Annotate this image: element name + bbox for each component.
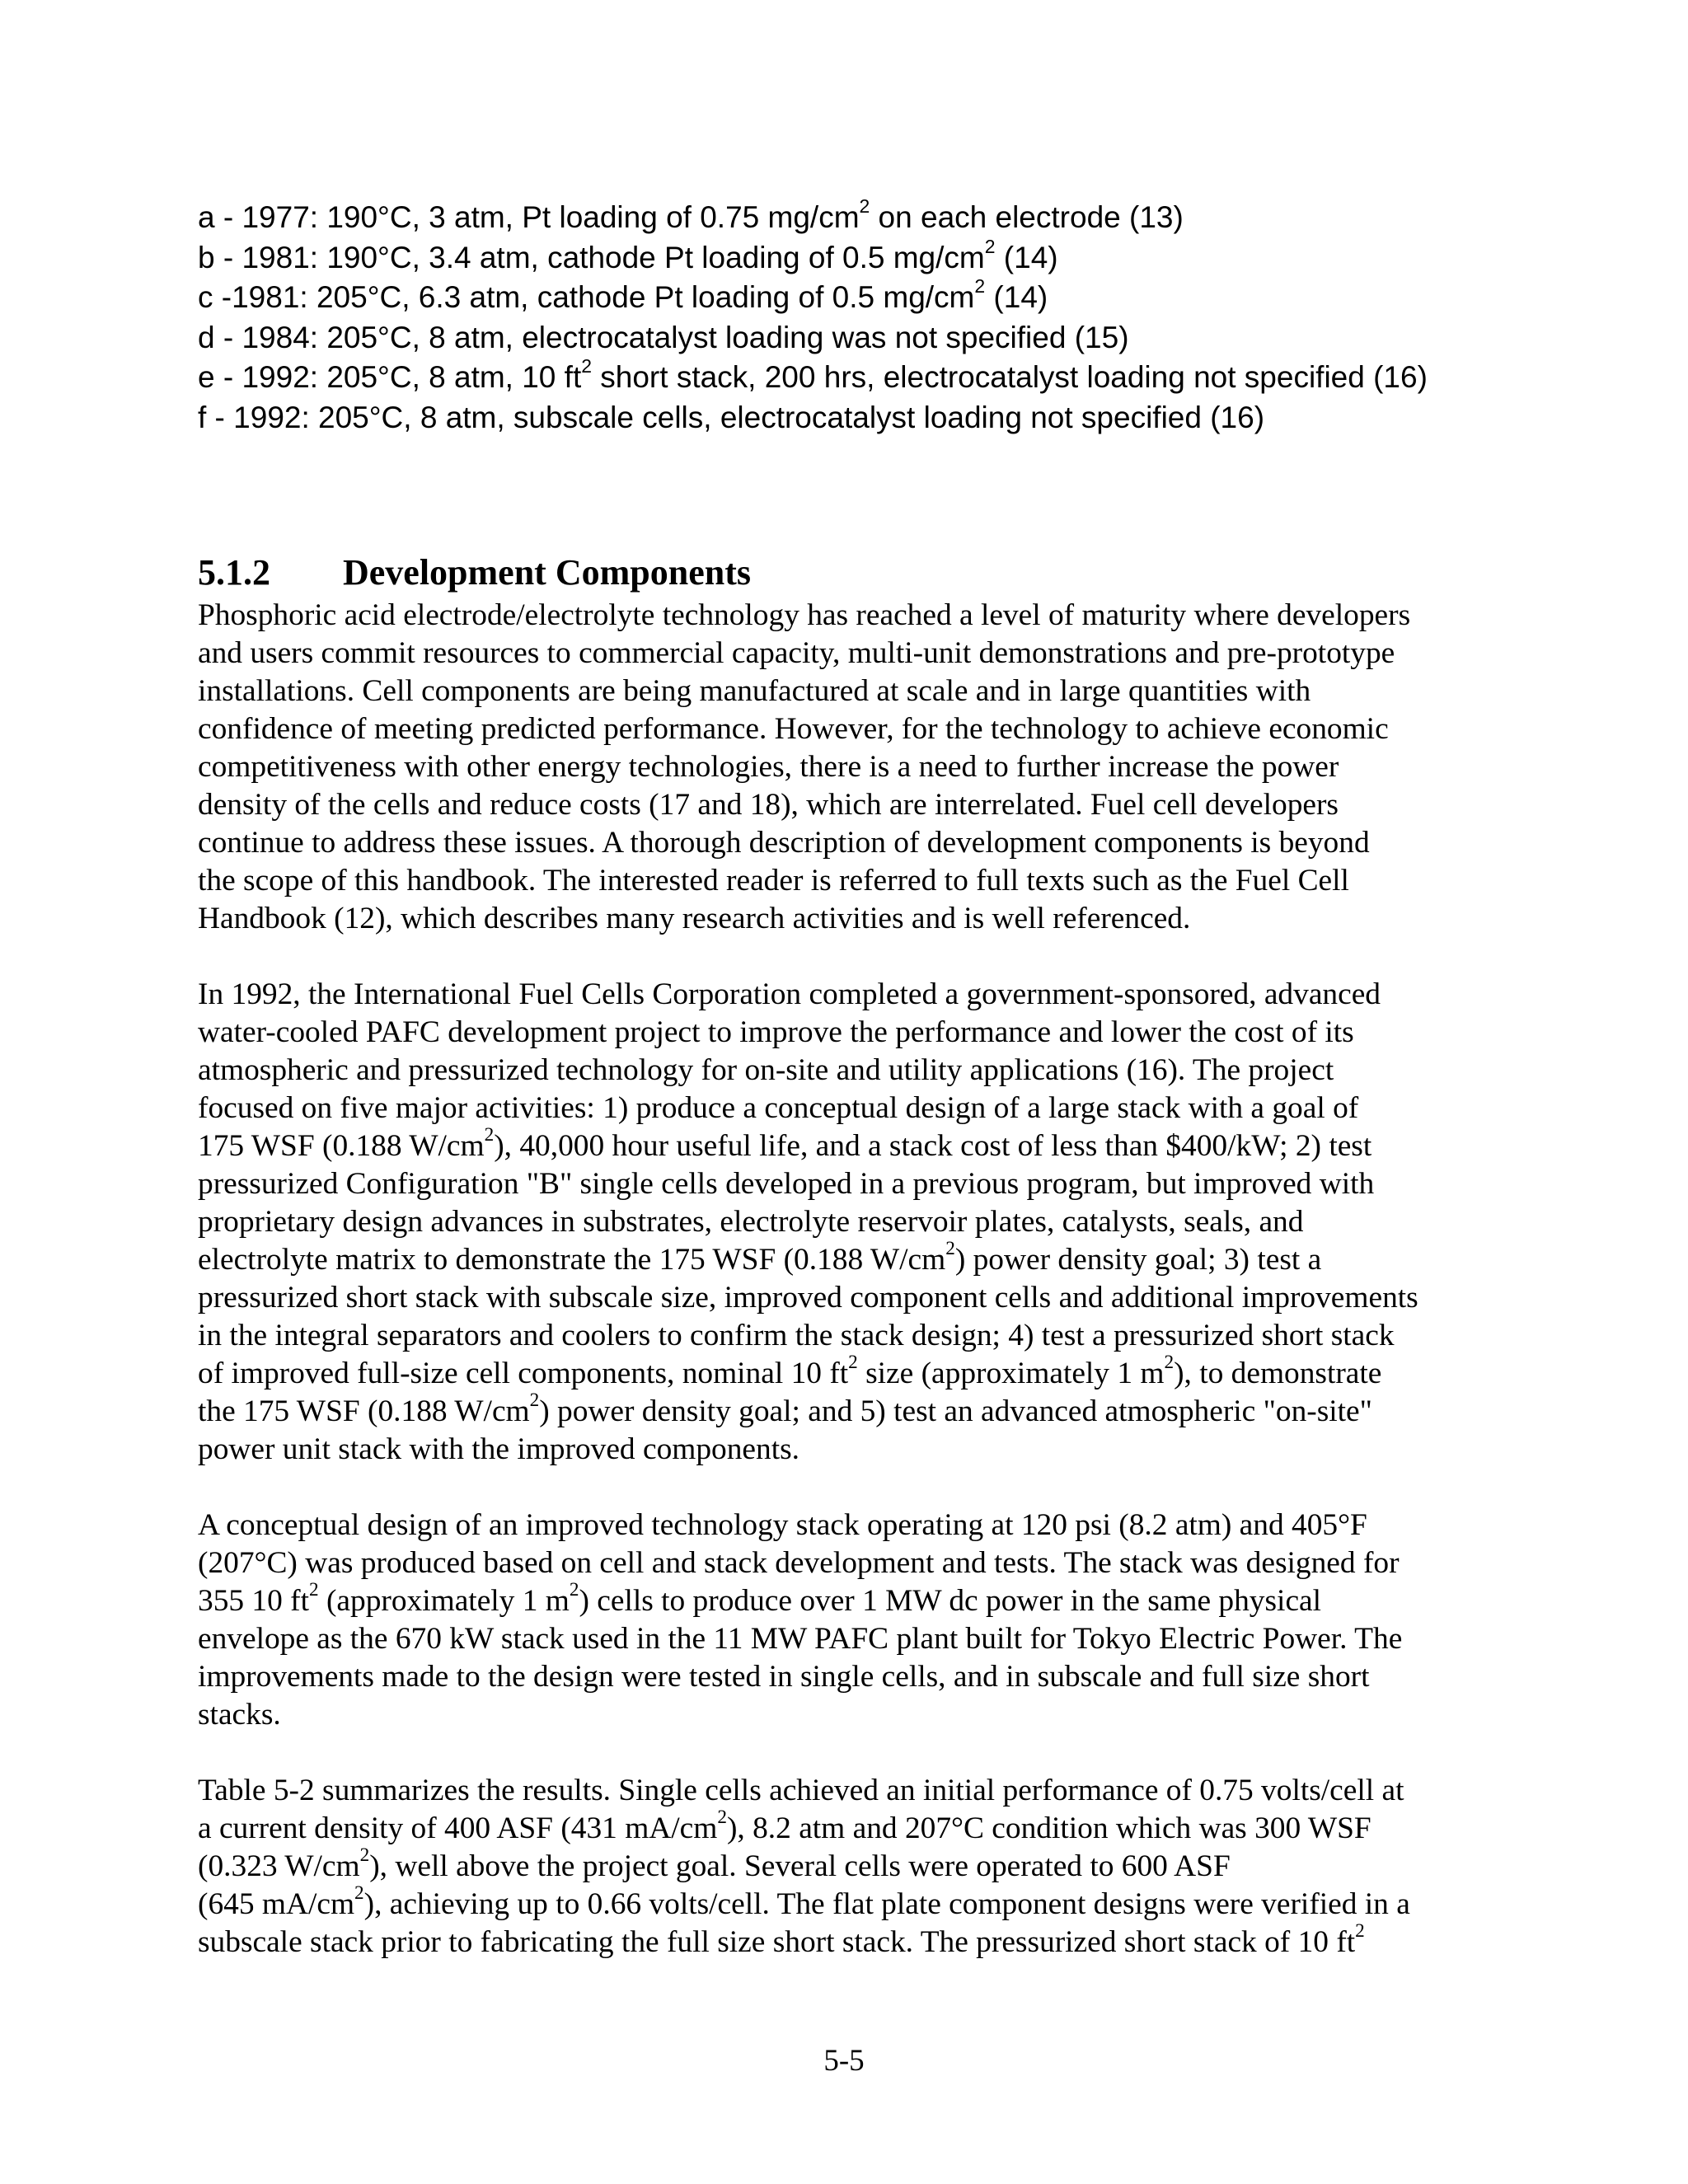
text-line: the scope of this handbook. The interested reader is referred to full texts such as the Fuel Cell: [198, 864, 1349, 898]
text-line: proprietary design advances in substrates, electrolyte reservoir plates, catalysts, seals, and: [198, 1205, 1304, 1239]
paragraph: [198, 976, 1492, 1469]
text-line: Phosphoric acid electrode/electrolyte technology has reached a level of maturity where developers: [198, 598, 1411, 632]
text-line: the 175 WSF (0.188 $W/cm^2$) power density goal; and 5) test an advanced atmospheric "on-site": [198, 1389, 1372, 1428]
figure-note: f - 1992: 205°C, 8 atm, subscale cells, electrocatalyst loading not specified (16): [198, 400, 1265, 434]
paragraph: [198, 1507, 1492, 1734]
text-line: atmospheric and pressurized technology for on-site and utility applications (16). The project: [198, 1053, 1334, 1087]
text-line: 355 10 $ft^2$ (approximately 1 $m^2$) cells to produce over 1 MW dc power in the same physical: [198, 1578, 1322, 1618]
text-line: Handbook (12), which describes many research activities and is well referenced.: [198, 902, 1191, 935]
text-line: (0.323 $W/cm^2$), well above the project goal. Several cells were operated to 600 ASF: [198, 1844, 1231, 1883]
section-number: 5.1.2: [198, 552, 270, 593]
text-line: (645 $mA/cm^2$), achieving up to 0.66 volts/cell. The flat plate component designs were verified in a: [198, 1882, 1410, 1921]
text-line: improvements made to the design were tested in single cells, and in subscale and full size short: [198, 1660, 1370, 1694]
text-line: a current density of 400 ASF (431 $mA/cm^2$), 8.2 atm and 207°C condition which was 300 WSF: [198, 1806, 1372, 1845]
text-line: water-cooled PAFC development project to improve the performance and lower the cost of its: [198, 1015, 1354, 1049]
text-line: and users commit resources to commercial capacity, multi-unit demonstrations and pre-prototype: [198, 636, 1395, 670]
text-line: installations. Cell components are being manufactured at scale and in large quantities with: [198, 674, 1311, 708]
text-line: subscale stack prior to fabricating the full size short stack. The pressurized short stack of 10 $ft^2$: [198, 1919, 1365, 1959]
text-line: continue to address these issues. A thorough description of development components is beyond: [198, 826, 1370, 860]
text-line: (207°C) was produced based on cell and stack development and tests. The stack was designed for: [198, 1546, 1400, 1580]
text-line: in the integral separators and coolers to confirm the stack design; 4) test a pressurized short stack: [198, 1319, 1395, 1352]
figure-note: d - 1984: 205°C, 8 atm, electrocatalyst loading was not specified (15): [198, 320, 1129, 354]
text-line: competitiveness with other energy technologies, there is a need to further increase the power: [198, 750, 1339, 784]
text-line: of improved full-size cell components, nominal 10 $ft^2$ size (approximately 1 $m^2$), to demonstrate: [198, 1351, 1382, 1390]
figure-note: b - 1981: 190°C, 3.4 atm, cathode Pt loading of 0.5 $mg/cm^2$ (14): [198, 235, 1058, 274]
text-line: focused on five major activities: 1) produce a conceptual design of a large stack with a goal of: [198, 1091, 1359, 1125]
text-line: electrolyte matrix to demonstrate the 175 WSF (0.188 $W/cm^2$) power density goal; 3) test a: [198, 1237, 1322, 1277]
text-line: A conceptual design of an improved technology stack operating at 120 psi (8.2 atm) and 405°F: [198, 1508, 1367, 1542]
text-line: pressurized short stack with subscale size, improved component cells and additional improvements: [198, 1281, 1418, 1315]
figure-notes: [198, 195, 1533, 438]
section-heading: [198, 551, 1492, 595]
text-line: confidence of meeting predicted performance. However, for the technology to achieve economic: [198, 712, 1389, 746]
paragraph: [198, 1772, 1492, 1961]
figure-note: e - 1992: 205°C, 8 atm, 10 $ft^2$ short stack, 200 hrs, electrocatalyst loading not specified (16): [198, 355, 1428, 394]
page-number: 5-5: [823, 2044, 865, 2078]
paragraphs: [198, 597, 1492, 1961]
text-line: density of the cells and reduce costs (17 and 18), which are interrelated. Fuel cell developers: [198, 788, 1339, 822]
section-body: [198, 551, 1492, 1999]
figure-note: c -1981: 205°C, 6.3 atm, cathode Pt loading of 0.5 $mg/cm^2$ (14): [198, 275, 1048, 314]
text-line: envelope as the 670 kW stack used in the 11 MW PAFC plant built for Tokyo Electric Power. The: [198, 1622, 1403, 1656]
paragraph: [198, 597, 1492, 938]
figure-note: a - 1977: 190°C, 3 atm, Pt loading of 0.75 $mg/cm^2$ on each electrode (13): [198, 195, 1184, 234]
text-line: In 1992, the International Fuel Cells Corporation completed a government-sponsored, advanced: [198, 977, 1381, 1011]
section-title: Development Components: [343, 552, 751, 593]
text-line: power unit stack with the improved components.: [198, 1432, 800, 1466]
text-line: Table 5-2 summarizes the results. Single cells achieved an initial performance of 0.75 volts/cell at: [198, 1774, 1404, 1807]
text-line: pressurized Configuration "B" single cells developed in a previous program, but improved with: [198, 1167, 1375, 1201]
text-line: 175 WSF (0.188 $W/cm^2$), 40,000 hour useful life, and a stack cost of less than $400/kW; 2) test: [198, 1123, 1372, 1163]
text-line: stacks.: [198, 1698, 281, 1732]
